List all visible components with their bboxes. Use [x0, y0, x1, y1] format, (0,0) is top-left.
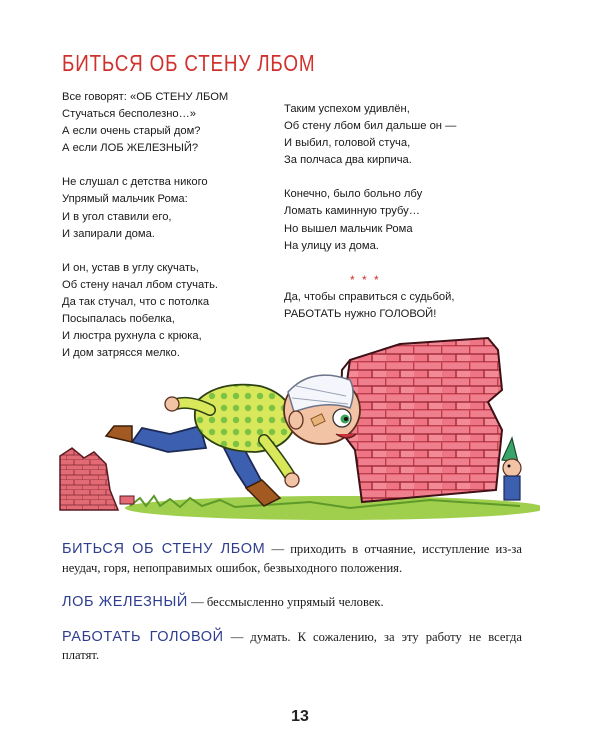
- poem-title: БИТЬСЯ ОБ СТЕНУ ЛБОМ: [62, 50, 316, 76]
- stanza: [284, 101, 534, 169]
- poem-line: Об стену лбом бил дальше он —: [284, 120, 457, 133]
- poem-line: На улицу из дома.: [284, 239, 379, 252]
- boy-and-brick-wall-illustration: [50, 330, 540, 530]
- definitions-section: [62, 540, 522, 681]
- poem-line: И выбил, головой стуча,: [284, 137, 411, 150]
- poem-line: И запирали дома.: [62, 227, 155, 240]
- definition-item: [62, 628, 522, 665]
- stanza: [62, 89, 292, 157]
- definition-term: ЛОБ ЖЕЛЕЗНЫЙ: [62, 594, 188, 610]
- definition-item: [62, 593, 522, 612]
- poem-line: Стучаться бесполезно…»: [62, 108, 197, 121]
- definition-term: РАБОТАТЬ ГОЛОВОЙ: [62, 628, 224, 645]
- poem-right-column: [284, 101, 534, 323]
- definition-text: — бессмысленно упрямый человек.: [187, 595, 384, 609]
- poem-line: За полчаса два кирпича.: [284, 154, 412, 167]
- poem-line: И люстра рухнула с крюка,: [62, 330, 202, 343]
- definition-text: — думать. К сожалению, за эту работу не всегда платят.: [62, 629, 522, 662]
- definition-text: — приходить в отчаяние, исступление из-за неудач, горя, непоправимых ошибок, безвыходного положения.: [62, 542, 522, 575]
- poem-line: Посыпалась побелка,: [62, 313, 175, 326]
- page-number: 13: [291, 708, 309, 725]
- poem-line: Да так стучал, что с потолка: [62, 295, 210, 308]
- poem-line: А если очень старый дом?: [62, 125, 201, 138]
- poem-line: Конечно, было больно лбу: [284, 188, 423, 201]
- poem-line: Не слушал с детства никого: [62, 176, 208, 189]
- poem-line: Все говорят: «ОБ СТЕНУ ЛБОМ: [62, 91, 229, 103]
- poem-line: Да, чтобы справиться с судьбой,: [284, 290, 455, 303]
- poem-line: Таким успехом удивлён,: [284, 103, 410, 115]
- poem-line: И в угол ставили его,: [62, 210, 172, 223]
- poem-line: Ломать каминную трубу…: [284, 205, 420, 218]
- poem-line: Упрямый мальчик Рома:: [62, 193, 188, 206]
- stanza: [284, 186, 534, 254]
- poem-line: А если ЛОБ ЖЕЛЕЗНЫЙ?: [62, 142, 199, 155]
- definition-item: [62, 540, 522, 577]
- poem-line: Об стену начал лбом стучать.: [62, 278, 219, 291]
- poem-line: РАБОТАТЬ нужно ГОЛОВОЙ!: [284, 307, 437, 320]
- definition-term: БИТЬСЯ ОБ СТЕНУ ЛБОМ: [62, 541, 266, 557]
- poem-line: И он, устав в углу скучать,: [62, 261, 199, 274]
- poem-line: Но вышел мальчик Рома: [284, 222, 413, 235]
- poem-line: И дом затрясся мелко.: [62, 347, 180, 360]
- stars-separator: * * *: [350, 272, 381, 287]
- stanza: [62, 174, 292, 242]
